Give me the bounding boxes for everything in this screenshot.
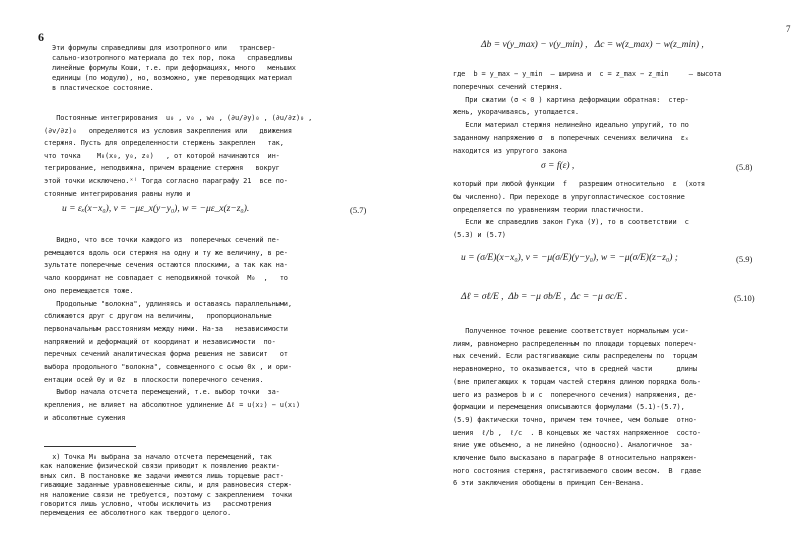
left_page.block3-line: Выбор начала отсчета перемещений, т.е. выбор точки за- bbox=[44, 388, 280, 397]
right_page.block3-line: шего из размеров b и c поперечного сечения) напряжения, де- bbox=[453, 390, 697, 399]
right_page.block1-line: Если материал стержня нелинейно идеально упругий, то по bbox=[453, 121, 689, 130]
left_page.block2-line: стержня. Пусть для определенности стержень закреплен так, bbox=[44, 139, 284, 148]
left_page.block3-line: перечных сечений аналитическая форма решения не зависит от bbox=[44, 350, 288, 359]
right_page.block2-line: бы численно). При переходе в упругопластическое состояние bbox=[453, 192, 685, 201]
left_page.block1-line: в пластическое состояние. bbox=[52, 84, 154, 92]
equation-5-10: Δℓ = σℓ/E , Δb = −μ σb/E , Δc = −μ σc/E . bbox=[461, 292, 628, 302]
right_page.block3-line: 6 эти заключения обобщены в принцип Сен-Венана. bbox=[453, 479, 645, 488]
left_page.block3-line: крепления, не влияет на абсолютное удлинение Δℓ = u(x₂) − u(x₁) bbox=[44, 401, 301, 410]
equation-5-7: u = εₓ(x−x₀), v = −με_x(y−y₀), w = −με_x(z−z₀). bbox=[62, 204, 250, 214]
left_page.footnote-line: гивающие заданные уравновешенные силы, и для равновесия стерж- bbox=[40, 481, 292, 490]
left_page.block3-line: оно перемещается тоже. bbox=[44, 286, 134, 295]
right_page.block3-line: ключение было высказано в параграфе 8 относительно напряжен- bbox=[453, 454, 697, 462]
left_page.footnote-line: x) Точка M₀ выбрана за начало отсчета перемещений, так bbox=[40, 453, 272, 461]
left_page.block3-line: первоначальным расстояниям между ними. На-за независимости bbox=[44, 324, 288, 333]
page-number-right: 7 bbox=[786, 24, 791, 34]
left_page.footnote-line: говорится лишь условно, чтобы исключить из рассмотрения bbox=[40, 500, 272, 508]
equation-5-8: σ = f(ε) , bbox=[541, 161, 575, 171]
left_page.block1-line: Эти формулы справедливы для изотропного или трансвер- bbox=[52, 44, 276, 52]
right_page.block3-line: формации и перемещения описываются формулами (5.1)-(5.7), bbox=[453, 403, 685, 412]
left_page.footnote-line: вных сил. В постановке же задачи имеются лишь торцевые раст- bbox=[40, 471, 284, 480]
right_page.block1-line: При сжатии (σ < 0 ) картина деформации обратная: стер- bbox=[453, 95, 689, 104]
left_page.block1-line: линейные формулы Коши, т.е. при деформациях, много меньших bbox=[52, 64, 296, 72]
right_page.block3-line: Полученное точное решение соответствует нормальным уси- bbox=[453, 327, 689, 335]
equation-number-5-10: (5.10) bbox=[734, 293, 755, 303]
left_page.block3-line: выбора продольного "волокна", совмещенного с осью 0x , и ори- bbox=[44, 363, 292, 371]
right_page.block1-line: где b = y_max − y_min – ширина и c = z_max − z_min – высота bbox=[453, 70, 722, 78]
left_page.footnote-line: ня наложение связи не требуется, поэтому с закреплением точки bbox=[40, 490, 292, 499]
left_page.block3-line: Продольные "волокна", удлиняясь и оставаясь параллельными, bbox=[44, 299, 292, 308]
equation-number-5-7: (5.7) bbox=[350, 205, 367, 215]
right_page.block1-line: поперечных сечений стержня. bbox=[453, 82, 563, 91]
left_page.block2-line: что точка M₀(x₀, y₀, z₀) , от которой начинаются ин- bbox=[44, 151, 280, 160]
right_page.block3-line: лиям, равномерно распределенным по площади торцевых попереч- bbox=[453, 339, 697, 348]
left_page.block3-line: Видно, что все точки каждого из поперечных сечений пе- bbox=[44, 236, 280, 244]
right_page.block3-line: ных сечений. Если растягивающие силы распределены по торцам bbox=[453, 352, 697, 361]
left_page.block3-line: ремещаются вдоль оси стержня на одну и ту же величину, в ре- bbox=[44, 248, 288, 257]
equation-number-5-9: (5.9) bbox=[736, 254, 753, 264]
right_page.block3-line: (5.9) фактически точно, причем тем точнее, чем больше отно- bbox=[453, 415, 697, 424]
left_page.block2-line: тегрирование, неподвижна, причем вращение стержня вокруг bbox=[44, 164, 280, 173]
right_page.block1-line: заданному напряжению σ в поперечных сечениях величина εₓ bbox=[453, 134, 689, 142]
left_page.block2-line: стоянные интегрирования равны нулю и bbox=[44, 189, 191, 198]
left_page.block3-line: и абсолютные сужения bbox=[44, 413, 126, 422]
right_page.block3-line: (вне прилегающих к торцам частей стержня длиною порядка боль- bbox=[453, 377, 701, 386]
right_page.block3-line: шения ℓ/b , ℓ/c . В концевых же частях напряженное состо- bbox=[453, 428, 701, 437]
left_page.block1-line: сально-изотропного материала до тех пор, пока справедливы bbox=[52, 54, 292, 62]
right_page.block3-line: ного состояния стержня, растягиваемого своим весом. В гдаве bbox=[453, 466, 701, 475]
equation-5-9: u = (σ/E)(x−x₀), v = −μ(σ/E)(y−y₀), w = −μ(σ/E)(z−z₀) ; bbox=[461, 253, 678, 263]
left_page.block3-line: ентации осей 0y и 0z в плоскости поперечного сечения. bbox=[44, 375, 264, 384]
right_page.block2-line: который при любой функции f разрешим относительно ε (хотя bbox=[453, 180, 705, 188]
right_page.block3-line: неравномерно, то оказывается, что в средней части длины bbox=[453, 365, 697, 374]
equation-number-5-8: (5.8) bbox=[736, 162, 753, 172]
right_page.block2-line: определяется по уравнениям теории пластичности. bbox=[453, 205, 645, 214]
left_page.block2-line: этой точки исключено.ˣ⁾ Тогда согласно параграфу 21 все по- bbox=[44, 177, 288, 185]
left_page.footnote-line: перемещения ее абсолютного как твердого целого. bbox=[40, 509, 232, 518]
left_page.block3-line: чало координат не совпадает с неподвижной точкой M₀ , то bbox=[44, 274, 288, 283]
left-page bbox=[0, 0, 400, 547]
right_page.block1-line: находится из упругого закона bbox=[453, 146, 567, 155]
footnote-rule bbox=[44, 446, 136, 447]
left_page.block1-line: единицы (по модулю), но, возможно, уже переводящих материал bbox=[52, 74, 292, 82]
left_page.block2-line: (∂v/∂z)₀ определяются из условия закрепления или движения bbox=[44, 126, 292, 135]
left_page.block3-line: сближаются друг с другом на величины, пропорциональные bbox=[44, 312, 272, 321]
right_page.block2-line: Если же справедлив закон Гука (У), то в соответствии с bbox=[453, 218, 689, 227]
left_page.block3-line: зультате поперечные сечения остаются плоскими, а так как на- bbox=[44, 261, 288, 270]
right-page bbox=[401, 0, 801, 547]
right_page.block3-line: яние уже объемно, а не линейно (одноосно). Аналогичное за- bbox=[453, 441, 693, 450]
page-number-left: 6 bbox=[38, 30, 44, 44]
top-formula: Δb = v(y_max) − v(y_min) , Δc = w(z_max) − w(z_min) , bbox=[481, 40, 704, 50]
left_page.footnote-line: как наложение физической связи приводит к появлению реакти- bbox=[40, 462, 280, 471]
left_page.block3-line: напряжений и деформаций от координат и независимости по- bbox=[44, 337, 276, 346]
right_page.block1-line: жень, укорачиваясь, утолщается. bbox=[453, 108, 579, 117]
left_page.block2-line: Постоянные интегрирования u₀ , v₀ , w₀ , (∂u/∂y)₀ , (∂u/∂z)₀ , bbox=[44, 114, 313, 122]
right_page.block2-line: (5.3) и (5.7) bbox=[453, 231, 506, 240]
